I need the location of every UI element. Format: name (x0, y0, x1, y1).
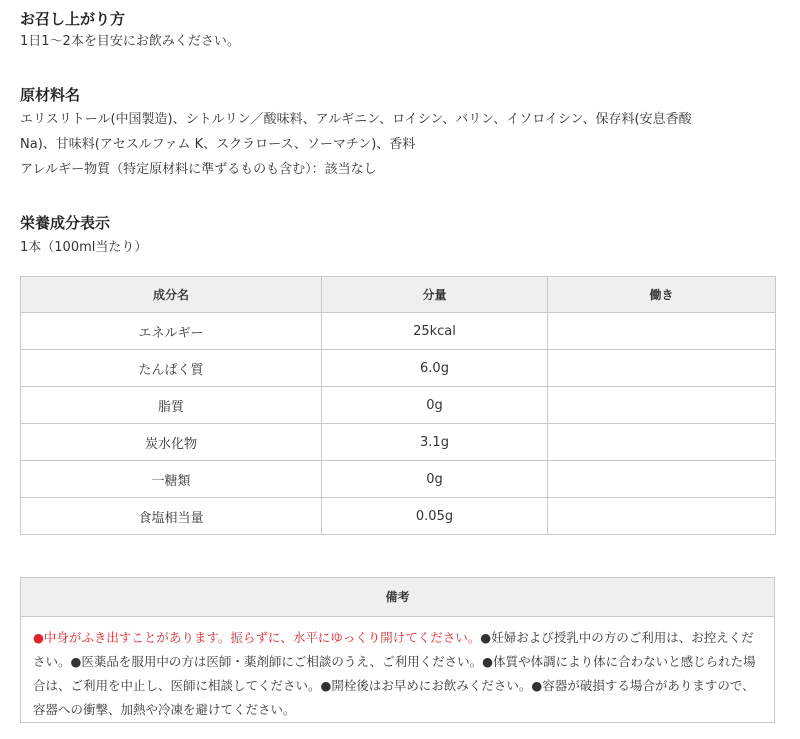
table-row (21, 313, 776, 350)
nutrient-amount: 6.0g (322, 350, 548, 387)
nutrient-amount: 3.1g (322, 424, 548, 461)
nutrient-name: 脂質 (21, 387, 322, 424)
ingredients-heading: 原材料名 (20, 86, 81, 104)
table-row (21, 387, 776, 424)
allergen-text: アレルギー物質（特定原材料に準ずるものも含む）：該当なし (20, 162, 377, 177)
nutrient-role (548, 424, 776, 461)
ingredients-line-1: エリスリトール(中国製造)、シトルリン／酸味料、アルギニン、ロイシン、バリン、イソロイシン、保存料(安息香酸 (20, 112, 692, 127)
intake-heading: お召し上がり方 (20, 10, 126, 28)
nutrient-role (548, 387, 776, 424)
column-header-role: 働き (548, 277, 776, 313)
shake-warning: ●中身がふき出すことがあります。振らずに、水平にゆっくり開けてください。 (33, 630, 481, 645)
nutrient-amount: 0g (322, 387, 548, 424)
notes-heading: 備考 (21, 578, 774, 617)
nutrient-amount: 0g (322, 461, 548, 498)
nutrient-amount: 0.05g (322, 498, 548, 535)
nutrient-name: 一糖類 (21, 461, 322, 498)
table-row (21, 498, 776, 535)
nutrient-role (548, 313, 776, 350)
nutrient-role (548, 350, 776, 387)
table-header-row (21, 277, 776, 313)
column-header-name: 成分名 (21, 277, 322, 313)
nutrient-role (548, 498, 776, 535)
nutrient-amount: 25kcal (322, 313, 548, 350)
nutrient-name: 食塩相当量 (21, 498, 322, 535)
nutrient-name: エネルギー (21, 313, 322, 350)
nutrient-role (548, 461, 776, 498)
table-row (21, 424, 776, 461)
table-row (21, 350, 776, 387)
serving-size: 1本（100ml当たり） (20, 240, 148, 255)
notes-body (21, 617, 774, 722)
ingredients-line-2: Na)、甘味料(アセスルファム K、スクラロース、ソーマチン)、香料 (20, 137, 416, 152)
intake-text: 1日1～2本を目安にお飲みください。 (20, 34, 240, 49)
nutrition-table (20, 276, 776, 535)
usage-notes: ●妊婦および授乳中の方のご利用は、お控えください。●医薬品を服用中の方は医師・薬剤師にご相談のうえ、ご利用ください。●体質や体調により体に合わないと感じられた場合は、ご利用を中止し、医師に相談してください。●開栓後はお早めにお飲みください。●容器が破損する場合がありますので、容器への衝撃、加熱や冷凍を避けてください。 (33, 630, 756, 717)
notes-box (20, 577, 775, 723)
nutrient-name: たんぱく質 (21, 350, 322, 387)
nutrition-heading: 栄養成分表示 (20, 214, 111, 232)
nutrient-name: 炭水化物 (21, 424, 322, 461)
table-row (21, 461, 776, 498)
column-header-amount: 分量 (322, 277, 548, 313)
